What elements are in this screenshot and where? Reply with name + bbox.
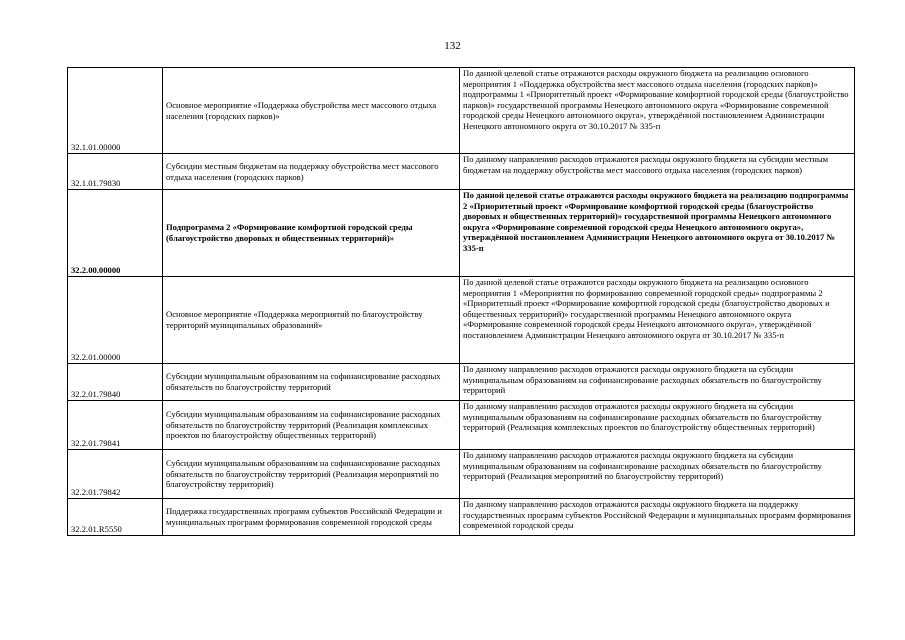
table-row: [68, 450, 855, 499]
table-row: [68, 401, 855, 450]
code-cell: 32.2.01.79841: [68, 401, 163, 450]
name-cell: Основное мероприятие «Поддержка обустройства мест массового отдыха населения (городских парков)»: [163, 68, 460, 154]
name-cell: Субсидии муниципальным образованиям на софинансирование расходных обязательств по благоустройству территорий (Реализация комплексных проектов по благоустройству общественных территорий): [163, 401, 460, 450]
name-cell: Субсидии местным бюджетам на поддержку обустройства мест массового отдыха населения (городских парков): [163, 154, 460, 190]
code-cell: 32.2.00.00000: [68, 190, 163, 277]
description-cell: По данному направлению расходов отражаются расходы окружного бюджета на субсидии местным бюджетам на поддержку обустройства мест массового отдыха населения (городских парков): [460, 154, 855, 190]
description-cell: По данной целевой статье отражаются расходы окружного бюджета на реализацию основного мероприятия 1 «Поддержка обустройства мест массового отдыха населения (городских парков)» подпрограммы 1 «Приоритетный проект «Формирование комфортной городской среды (благоустройство парков)» государственной программы Ненецкого автономного округа «Формирование современной городской среды Ненецкого автономного округа», утверждённой постановлением Администрации Ненецкого автономного округа от 30.10.2017 № 335-п: [460, 68, 855, 154]
code-cell: 32.2.01.00000: [68, 277, 163, 364]
code-cell: 32.2.01.R5550: [68, 499, 163, 536]
table-row: [68, 364, 855, 401]
name-cell: Подпрограмма 2 «Формирование комфортной городской среды (благоустройство дворовых и общественных территорий)»: [163, 190, 460, 277]
description-cell: По данному направлению расходов отражаются расходы окружного бюджета на субсидии муниципальным образованиям на софинансирование расходных обязательств по благоустройству территорий (Реализация мероприятий по благоустройству территорий): [460, 450, 855, 499]
table-row: [68, 154, 855, 190]
description-cell: По данной целевой статье отражаются расходы окружного бюджета на реализацию подпрограммы 2 «Приоритетный проект «Формирование комфортной городской среды (благоустройство дворовых и общественных территорий)» государственной программы Ненецкого автономного округа «Формирование современной городской среды Ненецкого автономного округа», утверждённой постановлением Администрации Ненецкого автономного округа от 30.10.2017 № 335-п: [460, 190, 855, 277]
name-cell: Субсидии муниципальным образованиям на софинансирование расходных обязательств по благоустройству территорий (Реализация мероприятий по благоустройству территорий): [163, 450, 460, 499]
budget-classification-table: [67, 67, 855, 536]
code-cell: 32.1.01.00000: [68, 68, 163, 154]
page-number: 132: [444, 40, 461, 52]
table-row: [68, 499, 855, 536]
table-row: [68, 190, 855, 277]
name-cell: Поддержка государственных программ субъектов Российской Федерации и муниципальных программ формирования современной городской среды: [163, 499, 460, 536]
code-cell: 32.2.01.79842: [68, 450, 163, 499]
description-cell: По данной целевой статье отражаются расходы окружного бюджета на реализацию основного мероприятия 1 «Мероприятия по формированию современной городской среды» подпрограммы 2 «Приоритетный проект «Формирование комфортной городской среды (благоустройство дворовых и общественных территорий)» государственной программы Ненецкого автономного округа «Формирование современной городской среды Ненецкого автономного округа», утверждённой постановлением Администрации Ненецкого автономного округа от 30.10.2017 № 335-п: [460, 277, 855, 364]
name-cell: Основное мероприятие «Поддержка мероприятий по благоустройству территорий муниципальных образований»: [163, 277, 460, 364]
table-row: [68, 277, 855, 364]
code-cell: 32.2.01.79840: [68, 364, 163, 401]
description-cell: По данному направлению расходов отражаются расходы окружного бюджета на субсидии муниципальным образованиям на софинансирование расходных обязательств по благоустройству территорий: [460, 364, 855, 401]
table-row: [68, 68, 855, 154]
code-cell: 32.1.01.79830: [68, 154, 163, 190]
description-cell: По данному направлению расходов отражаются расходы окружного бюджета на поддержку государственных программ субъектов Российской Федерации и муниципальных программ формирования современной городской среды: [460, 499, 855, 536]
name-cell: Субсидии муниципальным образованиям на софинансирование расходных обязательств по благоустройству территорий: [163, 364, 460, 401]
description-cell: По данному направлению расходов отражаются расходы окружного бюджета на субсидии муниципальным образованиям на софинансирование расходных обязательств по благоустройству территорий (Реализация комплексных проектов по благоустройству общественных территорий): [460, 401, 855, 450]
